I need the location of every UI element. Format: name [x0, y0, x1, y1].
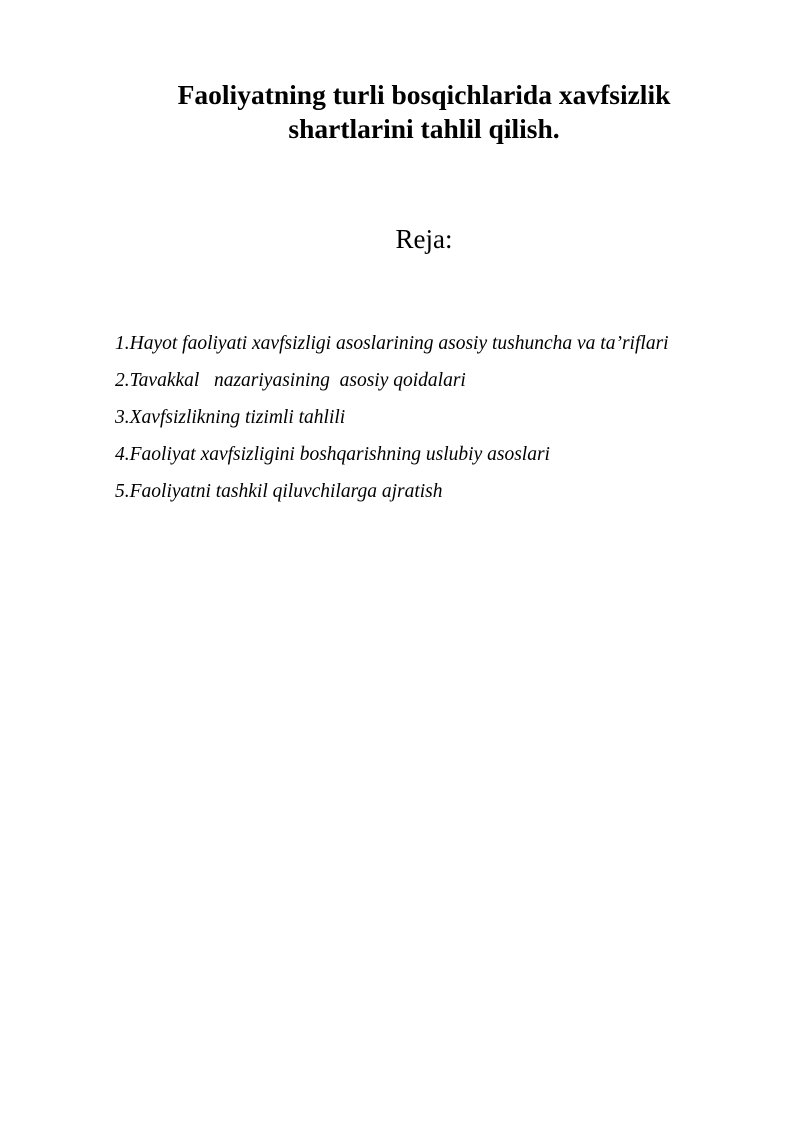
plan-item-2: 2.Tavakkal nazariyasining asosiy qoidalari — [115, 370, 466, 391]
plan-list — [115, 325, 785, 510]
plan-item-1: 1.Hayot faoliyati xavfsizligi asoslarining asosiy tushuncha va ta’riflari — [115, 333, 669, 354]
title-line-1: Faoliyatning turli bosqichlarida xavfsizlik — [177, 79, 671, 110]
plan-heading: Reja: — [395, 224, 453, 254]
document-title — [0, 78, 800, 146]
title-line-2: shartlarini tahlil qilish. — [288, 113, 560, 144]
plan-item-5: 5.Faoliyatni tashkil qiluvchilarga ajratish — [115, 481, 443, 502]
plan-item-3: 3.Xavfsizlikning tizimli tahlili — [115, 407, 346, 428]
plan-item-4: 4.Faoliyat xavfsizligini boshqarishning uslubiy asoslari — [115, 444, 550, 465]
